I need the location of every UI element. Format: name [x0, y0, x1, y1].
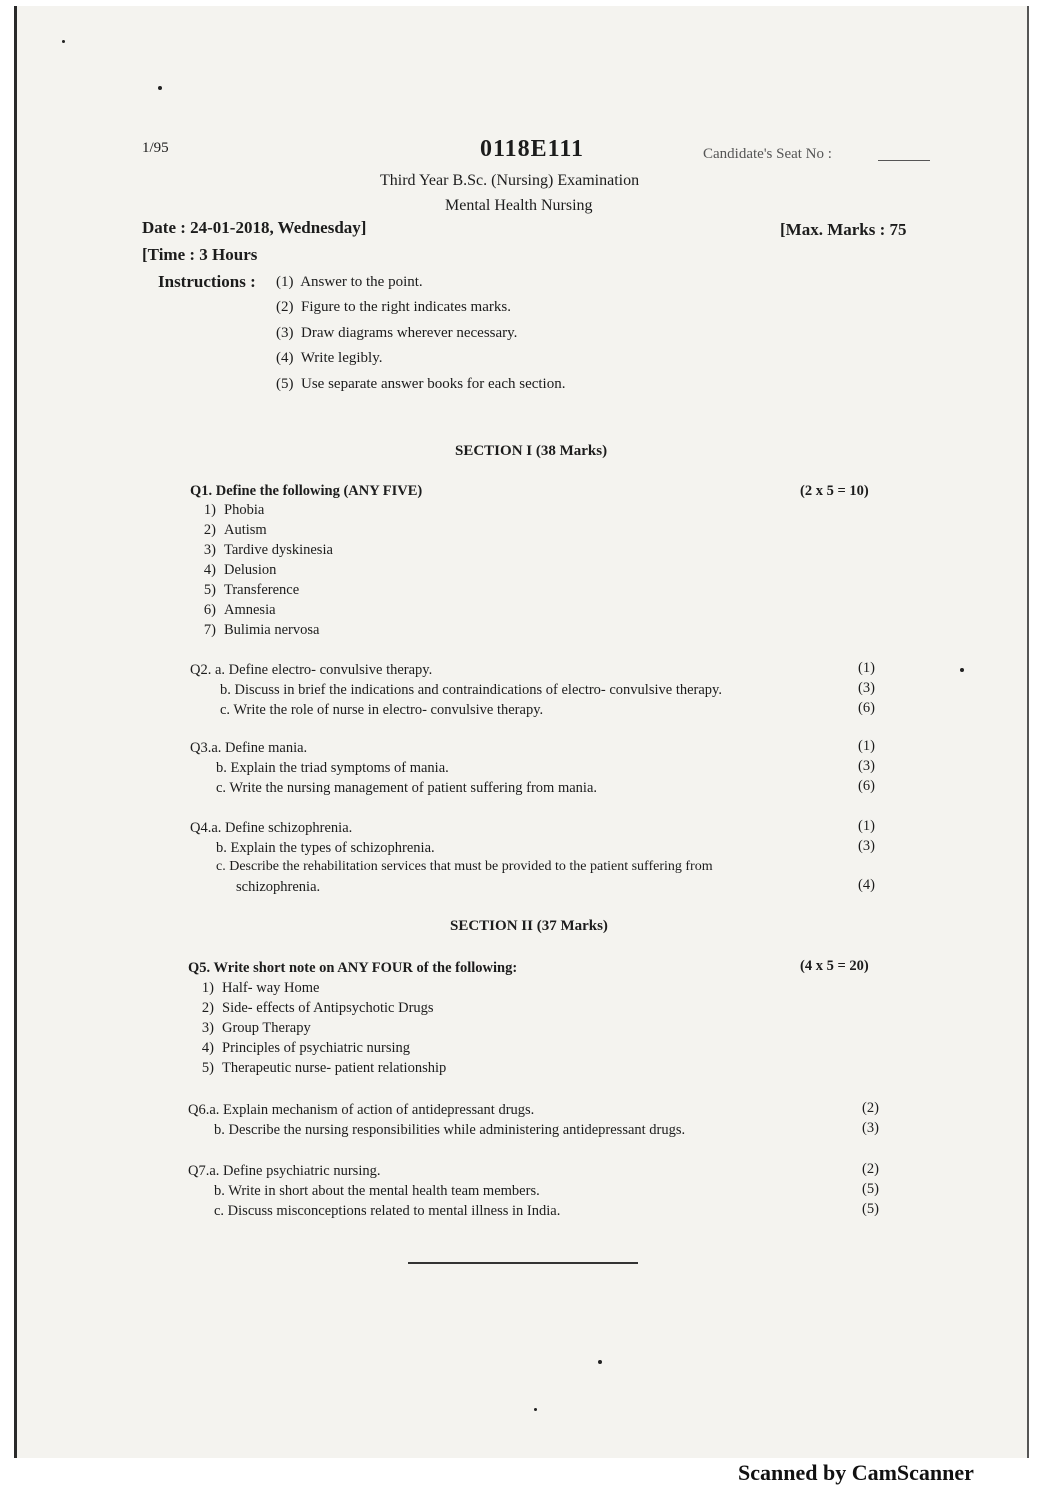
q7a-text: Q7.a. Define psychiatric nursing. — [188, 1163, 381, 1179]
end-of-paper-rule — [408, 1262, 638, 1264]
q7b-text: b. Write in short about the mental health team members. — [214, 1183, 540, 1199]
q4b-marks: (3) — [858, 838, 875, 854]
scan-speck — [534, 1408, 537, 1411]
q1-heading: Q1. Define the following (ANY FIVE) — [190, 483, 423, 499]
q3a-marks: (1) — [858, 738, 875, 754]
list-item: 3) Group Therapy — [201, 1020, 311, 1036]
list-item: 1) Phobia — [203, 502, 265, 518]
q5-topic-list — [188, 980, 446, 1080]
q2b-marks: (3) — [858, 680, 875, 696]
list-item: 3) Tardive dyskinesia — [203, 542, 333, 558]
list-item: 7) Bulimia nervosa — [203, 622, 320, 638]
q4c-text-continued: schizophrenia. — [236, 879, 321, 895]
q5-heading: Q5. Write short note on ANY FOUR of the following: — [188, 960, 518, 976]
q3c-marks: (6) — [858, 778, 875, 794]
scan-speck — [158, 86, 162, 90]
q5-marks: (4 x 5 = 20) — [800, 958, 869, 974]
list-item: 5) Therapeutic nurse- patient relationship — [201, 1060, 447, 1076]
exam-time: [Time : 3 Hours — [142, 245, 258, 264]
exam-date: Date : 24-01-2018, Wednesday] — [142, 218, 367, 237]
instruction-1: (1) Answer to the point. — [276, 274, 423, 290]
q2c-marks: (6) — [858, 700, 875, 716]
list-item: 6) Amnesia — [203, 602, 276, 618]
page-ref: 1/95 — [142, 140, 169, 156]
q3b-text: b. Explain the triad symptoms of mania. — [216, 760, 449, 776]
list-item: 5) Transference — [203, 582, 300, 598]
q3c-text: c. Write the nursing management of patient suffering from mania. — [216, 780, 598, 796]
q6a-marks: (2) — [862, 1100, 879, 1116]
instruction-5: (5) Use separate answer books for each section. — [276, 376, 566, 392]
q4a-text: Q4.a. Define schizophrenia. — [190, 820, 353, 836]
q7a-marks: (2) — [862, 1161, 879, 1177]
instruction-3: (3) Draw diagrams wherever necessary. — [276, 325, 518, 341]
section-2-title: SECTION II (37 Marks) — [450, 918, 608, 934]
instruction-2: (2) Figure to the right indicates marks. — [276, 299, 511, 315]
q4c-marks: (4) — [858, 877, 875, 893]
max-marks: [Max. Marks : 75 — [780, 220, 907, 239]
subject-title: Mental Health Nursing — [445, 197, 593, 214]
q2a-text: Q2. a. Define electro- convulsive therapy. — [190, 662, 433, 678]
q7c-text: c. Discuss misconceptions related to mental illness in India. — [214, 1203, 561, 1219]
camscanner-watermark: Scanned by CamScanner — [738, 1460, 974, 1485]
instruction-4: (4) Write legibly. — [276, 350, 383, 366]
q6b-text: b. Describe the nursing responsibilities while administering antidepressant drugs. — [214, 1122, 686, 1138]
q4c-text: c. Describe the rehabilitation services that must be provided to the patient suffering from — [216, 859, 713, 874]
exam-title: Third Year B.Sc. (Nursing) Examination — [380, 172, 640, 189]
q2c-text: c. Write the role of nurse in electro- convulsive therapy. — [220, 702, 544, 718]
q7b-marks: (5) — [862, 1181, 879, 1197]
scan-speck — [62, 40, 65, 43]
q1-marks: (2 x 5 = 10) — [800, 483, 869, 499]
instructions-label: Instructions : — [158, 272, 256, 291]
q6a-text: Q6.a. Explain mechanism of action of antidepressant drugs. — [188, 1102, 535, 1118]
q3a-text: Q3.a. Define mania. — [190, 740, 308, 756]
scan-speck — [960, 668, 964, 672]
section-1-title: SECTION I (38 Marks) — [455, 443, 608, 459]
q1-term-list — [190, 502, 333, 642]
list-item: 4) Principles of psychiatric nursing — [201, 1040, 411, 1056]
seat-number-line — [878, 160, 930, 161]
scan-speck — [598, 1360, 602, 1364]
q4a-marks: (1) — [858, 818, 875, 834]
q7c-marks: (5) — [862, 1201, 879, 1217]
q3b-marks: (3) — [858, 758, 875, 774]
seat-number-label: Candidate's Seat No : — [703, 146, 832, 162]
list-item: 1) Half- way Home — [201, 980, 320, 996]
list-item: 4) Delusion — [203, 562, 277, 578]
q6b-marks: (3) — [862, 1120, 879, 1136]
q2a-marks: (1) — [858, 660, 875, 676]
q2b-text: b. Discuss in brief the indications and contraindications of electro- convulsive therapy. — [220, 682, 722, 698]
list-item: 2) Side- effects of Antipsychotic Drugs — [201, 1000, 434, 1016]
list-item: 2) Autism — [203, 522, 267, 538]
q4b-text: b. Explain the types of schizophrenia. — [216, 840, 435, 856]
paper-code: 0118E111 — [480, 136, 585, 162]
